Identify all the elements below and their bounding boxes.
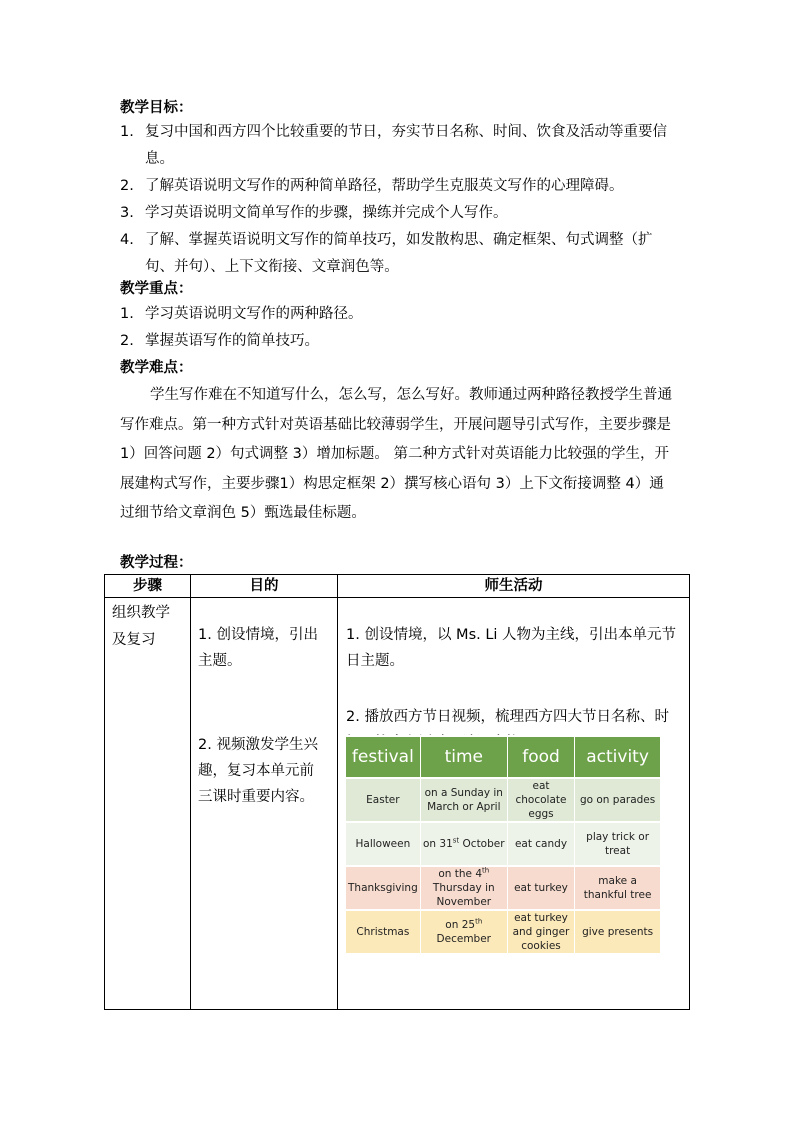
festival-cell: Easter xyxy=(346,779,420,821)
food-cell: eat turkey and ginger cookies xyxy=(508,911,574,953)
activity-cell: make a thankful tree xyxy=(575,867,660,909)
process-heading: 教学过程： xyxy=(120,555,193,571)
time-cell: on 31st October xyxy=(421,823,507,865)
food-cell: eat candy xyxy=(508,823,574,865)
activity-cell: play trick or treat xyxy=(575,823,660,865)
festival-row xyxy=(346,823,660,865)
activity-1: 1. 创设情境，以 Ms. Li 人物为主线，引出本单元节日主题。 xyxy=(346,627,677,669)
time-cell: on a Sunday in March or April xyxy=(421,779,507,821)
festival-cell: Thanksgiving xyxy=(346,867,420,909)
food-cell: eat chocolate eggs xyxy=(508,779,574,821)
festival-header-row xyxy=(346,737,660,777)
festival-header-food: food xyxy=(508,737,574,777)
festival-row xyxy=(346,911,660,953)
difficulties-heading: 教学难点： xyxy=(120,360,193,376)
column-header-activity: 师生活动 xyxy=(338,575,690,598)
key-points-heading: 教学重点： xyxy=(120,281,193,297)
objectives-heading: 教学目标： xyxy=(120,100,193,116)
objectives-list xyxy=(120,119,680,281)
objective-item: 1. 复习中国和西方四个比较重要的节日，夯实节日名称、时间、饮食及活动等重要信息。 xyxy=(120,124,667,167)
goal-1: 1. 创设情境，引出主题。 xyxy=(198,627,318,669)
activity-2: 2. 播放西方节日视频，梳理西方四大节日名称、时 xyxy=(346,709,669,725)
activity-cell: give presents xyxy=(575,911,660,953)
goal-2: 2. 视频激发学生兴趣，复习本单元前三课时重要内容。 xyxy=(198,737,318,805)
process-header-row xyxy=(105,575,690,598)
difficulties-paragraph: 学生写作难在不知道写什么，怎么写，怎么写好。教师通过两种路径教授学生普通写作难点。第一种方式针对英语基础比较薄弱学生，开展问题导引式写作，主要步骤是1）回答问题 2）句式调整 3）增加标题。 第二种方式针对英语能力比较强的学生，开展建构式写作，主要步骤1）构思定框架 2）撰写核心语句 3）上下文衔接调整 4）通过细节给文章润色 5）甄选最佳标题。 xyxy=(120,387,672,521)
key-point-item: 1. 学习英语说明文写作的两种路径。 xyxy=(120,306,363,322)
step-text: 组织教学及复习 xyxy=(112,605,170,648)
objective-item: 3. 学习英语说明文简单写作的步骤，操练并完成个人写作。 xyxy=(120,205,508,221)
food-cell: eat turkey xyxy=(508,867,574,909)
festival-row xyxy=(346,867,660,909)
festival-row xyxy=(346,779,660,821)
festival-cell: Halloween xyxy=(346,823,420,865)
goal-cell xyxy=(191,598,338,1010)
festival-cell: Christmas xyxy=(346,911,420,953)
column-header-step: 步骤 xyxy=(105,575,191,598)
time-cell: on the 4th Thursday in November xyxy=(421,867,507,909)
festival-header-festival: festival xyxy=(346,737,420,777)
key-points-list xyxy=(120,301,680,355)
activity-cell: go on parades xyxy=(575,779,660,821)
festival-header-time: time xyxy=(421,737,507,777)
festival-header-activity: activity xyxy=(575,737,660,777)
objective-item: 2. 了解英语说明文写作的两种简单路径，帮助学生克服英文写作的心理障碍。 xyxy=(120,178,624,194)
festival-table xyxy=(345,735,661,955)
step-cell xyxy=(105,598,191,1010)
time-cell: on 25th December xyxy=(421,911,507,953)
column-header-goal: 目的 xyxy=(191,575,338,598)
objective-item: 4. 了解、掌握英语说明文写作的简单技巧，如发散构思、确定框架、句式调整（扩句、并句）、上下文衔接、文章润色等。 xyxy=(120,232,653,275)
key-point-item: 2. 掌握英语写作的简单技巧。 xyxy=(120,333,319,349)
